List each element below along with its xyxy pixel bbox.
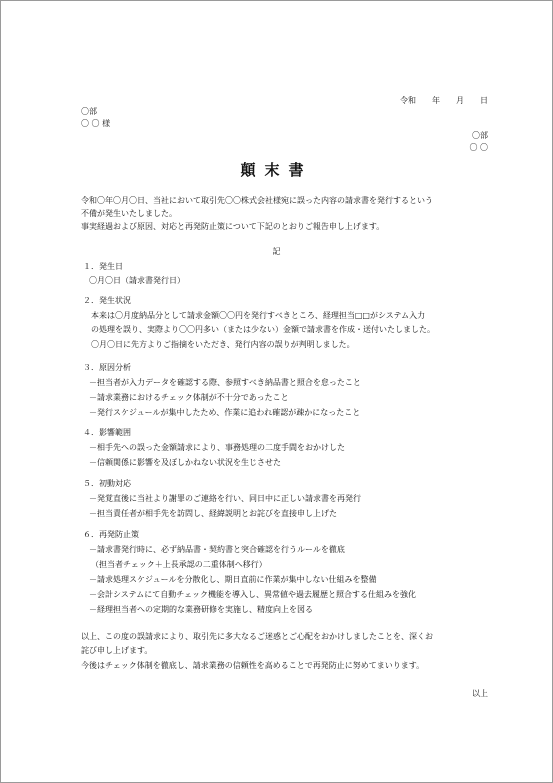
section-line: －会計システムにて自動チェック機能を導入し、異常値や過去履歴と照合する仕組みを強化 [89, 590, 416, 599]
section-line: の処理を誤り、実際より〇〇円多い（または少ない）金額で請求書を作成・送付いたしました。 [91, 325, 435, 334]
intro-line: 令和〇年〇月〇日、当社において取引先〇〇株式会社様宛に誤った内容の請求書を発行するという [81, 196, 433, 205]
section-line: －信頼関係に影響を及ぼしかねない状況を生じさせた [89, 458, 281, 467]
document-title: 顛末書 [240, 161, 313, 179]
closing-line: 詫び申し上げます。 [81, 646, 153, 655]
document-date: 令和 年 月 日 [400, 96, 488, 105]
sender-name: 〇 〇 [469, 143, 488, 152]
section-heading: ２．発生状況 [83, 296, 131, 305]
section-heading: ６．再発防止策 [83, 530, 139, 539]
section-line: 〇月〇日に先方よりご指摘をいただき、発行内容の誤りが判明しました。 [91, 340, 355, 349]
recipient-name: 〇 〇 様 [81, 119, 111, 128]
section-line: －発覚直後に当社より謝罪のご連絡を行い、同日中に正しい請求書を再発行 [89, 494, 361, 503]
section-line: 〇月〇日（請求書発行日） [89, 276, 185, 285]
section-line: －担当責任者が相手先を訪問し、経緯説明とお詫びを直接申し上げた [89, 509, 337, 518]
sender-department: 〇部 [472, 131, 488, 140]
section-line: －担当者が入力データを確認する際、参照すべき納品書と照合を怠ったこと [89, 378, 361, 387]
section-line: －経理担当者への定期的な業務研修を実施し、精度向上を図る [89, 605, 313, 614]
intro-line: 不備が発生いたしました。 [81, 209, 177, 218]
section-line: －請求業務におけるチェック体制が不十分であったこと [89, 393, 289, 402]
section-line: －請求書発行時に、必ず納品書・契約書と突合確認を行うルールを徹底 [89, 545, 345, 554]
section-heading: ５．初動対応 [83, 479, 131, 488]
ki-label: 記 [272, 247, 281, 256]
section-heading: ３．原因分析 [83, 363, 131, 372]
section-line: －発行スケジュールが集中したため、作業に追われ確認が疎かになったこと [89, 408, 361, 417]
section-heading: ４．影響範囲 [83, 428, 131, 437]
closing-line: 今後はチェック体制を徹底し、請求業務の信頼性を高めることで再発防止に努めてまいります。 [81, 661, 425, 670]
section-line: －請求処理スケジュールを分散化し、期日直前に作業が集中しない仕組みを整備 [89, 575, 377, 584]
section-line: 本来は〇月度納品分として請求金額〇〇円を発行すべきところ、経理担当□□がシステム入力 [91, 311, 426, 320]
intro-line: 事実経過および原因、対応と再発防止策について下記のとおりご報告申し上げます。 [81, 222, 385, 231]
recipient-department: 〇部 [81, 107, 97, 116]
closing-line: 以上、この度の誤請求により、取引先に多大なるご迷惑とご心配をおかけしましたことを、深くお [81, 632, 433, 641]
section-line: （担当者チェック＋上長承認の二重体制へ移行） [91, 560, 267, 569]
section-line: －相手先への誤った金額請求により、事務処理の二度手間をおかけした [89, 443, 345, 452]
ijo-label: 以上 [472, 689, 488, 698]
section-heading: １．発生日 [83, 262, 123, 271]
